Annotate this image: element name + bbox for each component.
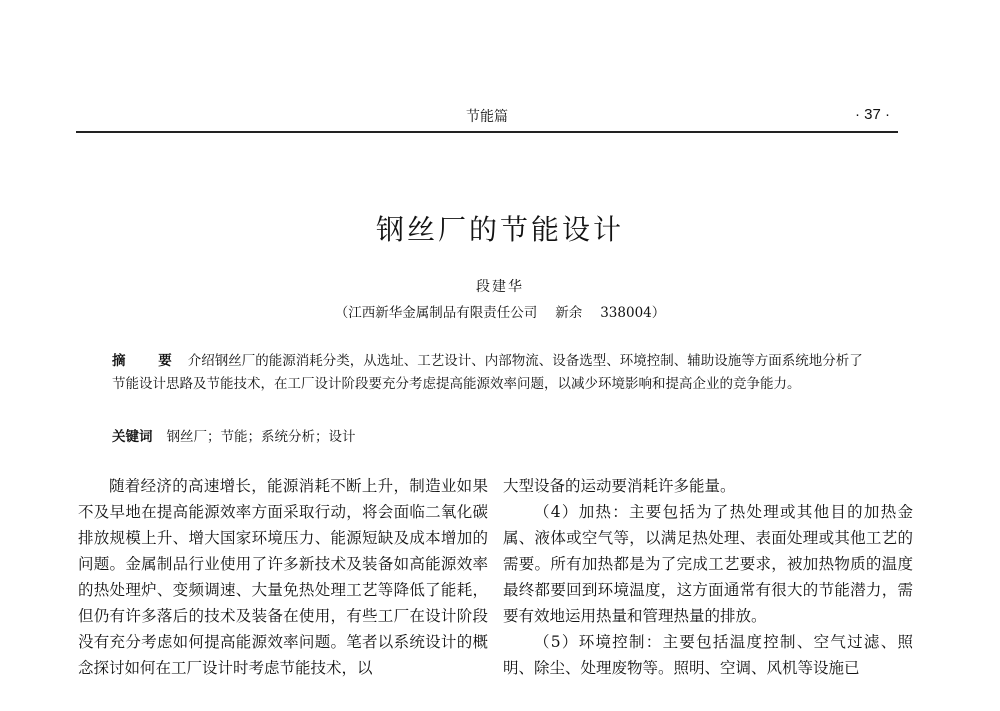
body-column-right — [503, 473, 913, 681]
body-paragraph: 随着经济的高速增长，能源消耗不断上升，制造业如果不及早地在提高能源效率方面采取行动，将会面临二氧化碳排放规模上升、增大国家环境压力、能源短缺及成本增加的问题。金属制品行业使用了许多新技术及装备如高能源效率的热处理炉、变频调速、大量免热处理工艺等降低了能耗，但仍有许多落后的技术及装备在使用，有些工厂在设计阶段没有充分考虑如何提高能源效率问题。笔者以系统设计的概念探讨如何在工厂设计时考虑节能技术，以 — [78, 477, 488, 677]
abstract-label: 摘 要 — [112, 353, 186, 369]
affiliation-city: 新余 — [555, 305, 583, 321]
body-paragraph: （4）加热：主要包括为了热处理或其他目的加热金属、液体或空气等，以满足热处理、表面处理或其他工艺的需要。所有加热都是为了完成工艺要求，被加热物质的温度最终都要回到环境温度，这方面通常有很大的节能潜力，需要有效地运用热量和管理热量的排放。 — [503, 503, 913, 625]
abstract — [112, 350, 872, 396]
page-number: · 37 · — [854, 106, 890, 123]
affiliation-org: （江西新华金属制品有限责任公司 — [334, 305, 538, 321]
section-name: 节能篇 — [466, 109, 508, 125]
author-name: 段建华 — [476, 279, 524, 295]
keywords — [112, 427, 872, 447]
affiliation-postcode: 338004） — [600, 305, 666, 321]
body-column-left — [78, 473, 488, 681]
author-affiliation — [0, 301, 1000, 321]
abstract-text: 介绍钢丝厂的能源消耗分类，从选址、工艺设计、内部物流、设备选型、环境控制、辅助设施等方面系统地分析了节能设计思路及节能技术，在工厂设计阶段要充分考虑提高能源效率问题，以减少环境影响和提高企业的竞争能力。 — [112, 353, 863, 392]
body-paragraph: （5）环境控制：主要包括温度控制、空气过滤、照明、除尘、处理废物等。照明、空调、风机等设施已 — [503, 633, 913, 677]
article-title: 钢丝厂的节能设计 — [375, 213, 624, 246]
keywords-label: 关键词 — [112, 429, 153, 445]
running-head — [76, 106, 898, 130]
keywords-text: 钢丝厂；节能；系统分析；设计 — [166, 429, 356, 445]
header-rule — [76, 131, 898, 133]
body-paragraph: 大型设备的运动要消耗许多能量。 — [503, 477, 736, 495]
